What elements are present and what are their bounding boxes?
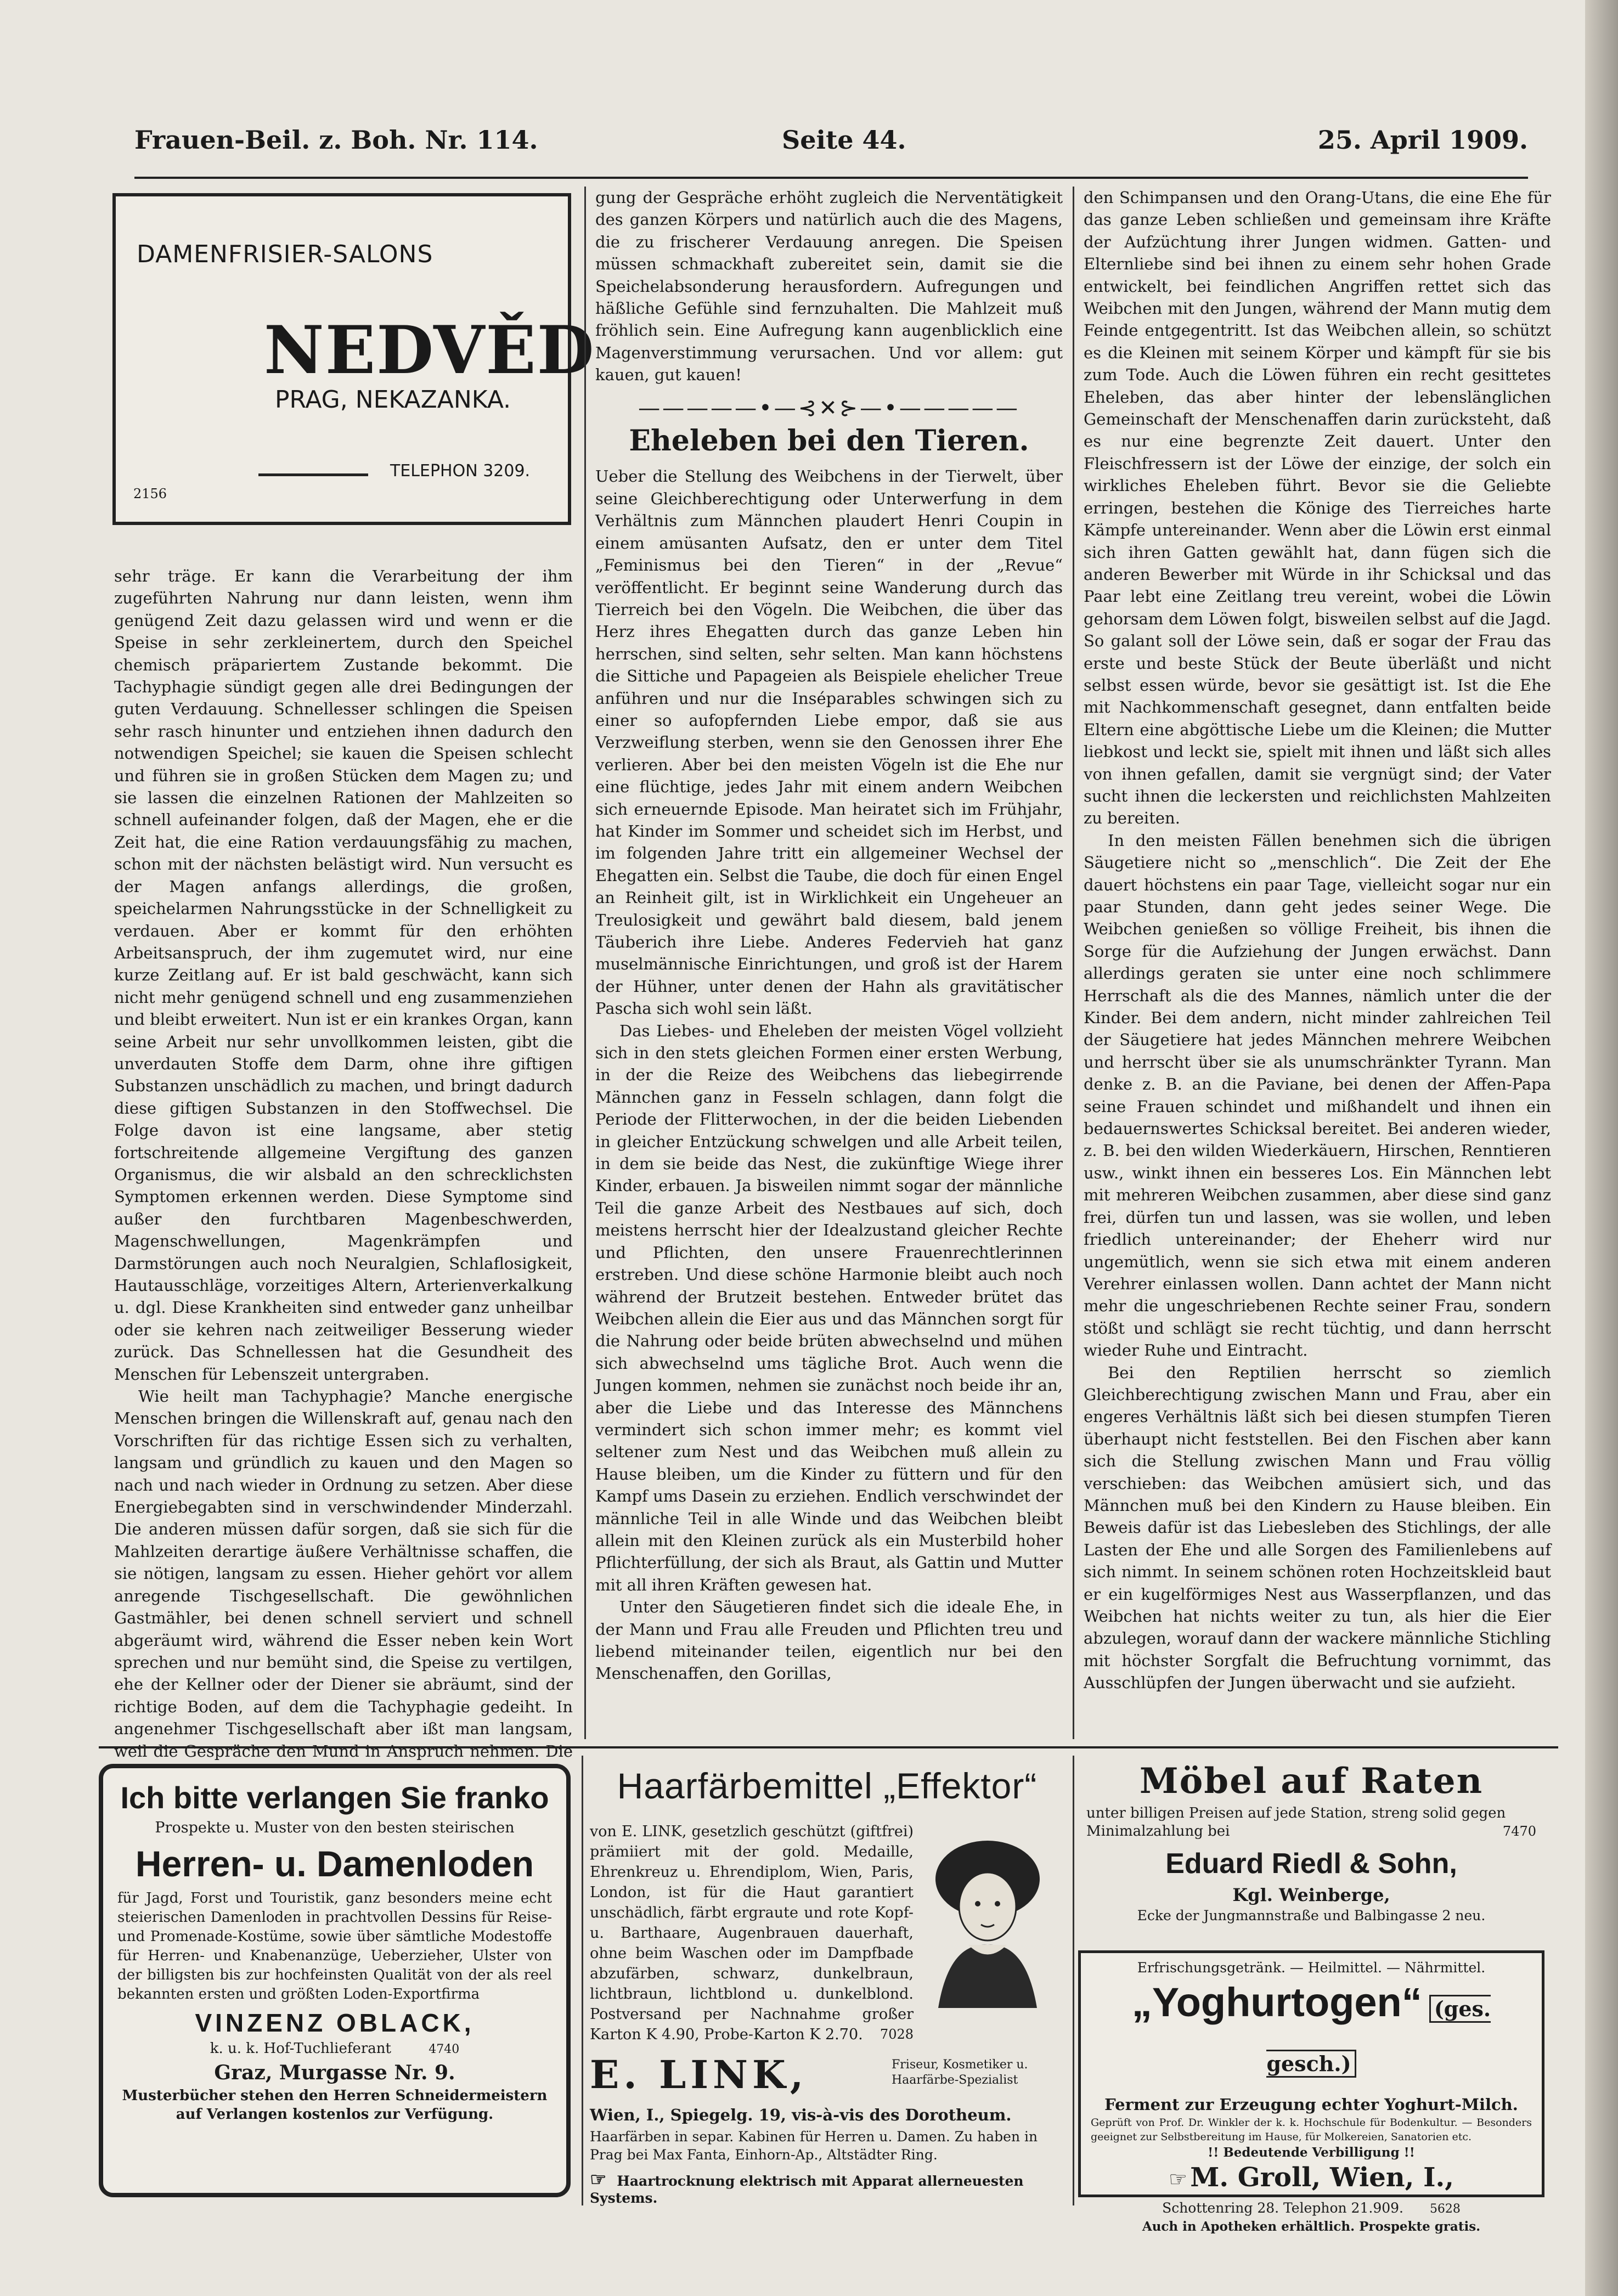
page-edge-shadow	[1585, 0, 1618, 2296]
ad-nedved-code: 2156	[133, 486, 167, 501]
ad-riedl-place: Kgl. Weinberge,	[1232, 1885, 1390, 1905]
ad-yoghurt-firm: M. Groll, Wien, I.,	[1190, 2162, 1454, 2193]
ad-yoghurt-footer: Auch in Apotheken erhältlich. Prospekte gratis.	[1142, 2219, 1481, 2234]
ad-link-firm-row	[590, 2052, 1064, 2097]
ad-link-portrait	[916, 1827, 1059, 2008]
ad-nedved-address: PRAG, NEKAZANKA.	[275, 386, 511, 414]
woman-portrait-icon	[916, 1827, 1059, 2008]
ad-oblack-title: k. u. k. Hof-Tuchlieferant	[210, 2040, 391, 2057]
article-paragraph: den Schimpansen und den Orang-Utans, die eine Ehe für das ganze Leben schließen und gemeinsam ihre Kräfte der Aufzüchtung ihrer Jungen widmen. Gatten- und Elternliebe sind bei ihnen zu einem sehr hohen Grade entwickelt, bei feindlichen Angriffen rettet sich das Weibchen mit den Jungen, während der Mann mutig dem Feinde entgegentritt. Ist das Weibchen allein, so schützt es die Kleinen mit seinem Körper und kämpft für sie bis zum Tode. Auch die Löwen führen ein recht gesittetes Eheleben, das aber hinter der lebenslänglichen Gemeinschaft der Menschenaffen darin zurücksteht, daß es nur eine begrenzte Zeit dauert. Unter den Fleischfressern ist der Löwe der einzige, der solch ein wirkliches Eheleben führt. Bevor sie die Geliebte erringen, bestehen die Könige des Tierreiches harte Kämpfe untereinander. Wenn aber die Löwin erst einmal sich ihren Gatten gewählt hat, dann fügen sich die anderen Bewerber mit Würde in ihr Schicksal und das Paar lebt eine Zeitlang treu vereint, wobei die Löwin gehorsam dem Löwen folgt, bisweilen selbst auf die Jagd. So galant soll der Löwe sein, daß er sogar der Frau das erste und beste Stück der Beute überläßt und nicht selbst essen würde, bevor sie gesättigt ist. Ist die Ehe mit Nachkommenschaft gesegnet, dann entfalten beide Eltern eine abgöttische Liebe um die Kleinen; die Mutter liebkost und leckt sie, spielt mit ihnen und läßt sich alles von ihnen gefallen, damit sie vergnügt sind; der Vater sucht ihnen die leckersten und reichlichsten Mahlzeiten zu bereiten.	[1084, 188, 1551, 828]
article-paragraph: Ueber die Stellung des Weibchens in der Tierwelt, über seine Gleichberechtigung oder Unterwerfung in dem Verhältnis zum Männchen plaudert Henri Coupin in einem amüsanten Aufsatz, den er unter dem Titel „Feminismus bei den Tieren“ in der „Revue“ veröffentlicht. Er beginnt seine Wanderung durch das Tierreich bei den Vögeln. Die Weibchen, die über das Herz ihres Ehegatten durch das ganze Leben hin herrschen, sind selten, sehr selten. Man kann höchstens die Sittiche und Papageien als Beispiele ehelicher Treue anführen und nur die Inséparables schwingen sich zu einer so aufopfernden Liebe empor, daß sie aus Verzweiflung sterben, wenn sie den Genossen ihrer Ehe verlieren. Aber bei den meisten Vögeln ist die Ehe nur eine flüchtige, jedes Jahr mit einem andern Weibchen sich erneuernde Episode. Man heiratet sich im Frühjahr, hat Kinder im Sommer und scheidet sich im Herbst, und im folgenden Jahre tritt ein allgemeiner Wechsel der Ehegatten ein. Selbst die Taube, die doch für einen Engel an Reinheit gilt, ist in Wirklichkeit ein Ungeheuer an Treulosigkeit und gewährt bald diesem, bald jenem Täuberich ihre Liebe. Anderes Federvieh hat ganz muselmännische Einrichtungen, und groß ist der Harem der Hühner, unter denen der Hahn als gravitätischer Pascha sich wohl sein läßt.	[595, 467, 1063, 1018]
column-3	[1084, 187, 1551, 1734]
ad-link-body	[590, 1821, 914, 2045]
ad-oblack-address: Graz, Murgasse Nr. 9.	[214, 2061, 455, 2084]
ad-yoghurt-tested: Geprüft von Prof. Dr. Winkler der k. k. Hochschule für Bodenkultur. — Besonders geeignet zur Selbstbereitung im Hause, für Molkereien, Sanatorien etc.	[1091, 2117, 1532, 2143]
ad-yoghurt-protected: (ges. gesch.)	[1266, 1995, 1491, 2078]
header-left: Frauen-Beil. z. Boh. Nr. 114.	[134, 125, 538, 155]
ad-yoghurt-name: „Yoghurtogen“	[1131, 1979, 1422, 2025]
ad-oblack-product: Herren- u. Damenloden	[135, 1843, 534, 1884]
ads-rule-2	[1073, 1756, 1074, 2205]
ad-riedl-address: Ecke der Jungmannstraße und Balbingasse 2 neu.	[1137, 1908, 1486, 1923]
ad-oblack-firm: VINZENZ OBLACK,	[195, 2009, 475, 2037]
ad-oblack-sub: Prospekte u. Muster von den besten steirischen	[155, 1819, 515, 1836]
ad-link-firm-desc: Friseur, Kosmetiker u. Haarfärbe-Spezialist	[892, 2058, 1028, 2087]
article-title: Eheleben bei den Tieren.	[629, 424, 1029, 458]
article-paragraph: sehr träge. Er kann die Verarbeitung der ihm zugeführten Nahrung nur dann leisten, wenn ihm genügend Zeit dazu gelassen wird und wenn er die Speise in sehr zerkleinertem, durch den Speichel chemisch präpariertem Zustande bekommt. Die Tachyphagie sündigt gegen alle drei Bedingungen der guten Verdauung. Schnellesser schlingen die Speisen sehr rasch hinunter und entziehen ihnen dadurch den notwendigen Speichel; sie kauen die Speisen schlecht und führen sie in großen Stücken dem Magen zu; und sie lassen die einzelnen Rationen der Mahlzeiten so schnell aufeinander folgen, daß der Magen, ehe er die Zeit hat, die eine Ration verdauungsfähig zu machen, schon mit der nächsten belästigt wird. Nun versucht es der Magen anfangs allerdings, die großen, speichelarmen Nahrungsstücke in der Schnelligkeit zu verdauen. Aber er kommt für den erhöhten Arbeitsanspruch, der ihm zugemutet wird, nur eine kurze Zeitlang auf. Er ist bald geschwächt, kann sich nicht mehr genügend schnell und eng zusammenziehen und bleibt erweitert. Nun ist er ein krankes Organ, kann seine Arbeit nur sehr unvollkommen leisten, gibt die unverdauten Stoffe dem Darm, ohne ihre giftigen Substanzen unschädlich zu machen, und bringt dadurch diese giftigen Substanzen in den Stoffwechsel. Die Folge davon ist eine langsame, aber stetig fortschreitende allgemeine Vergiftung des ganzen Organismus, die wir alsbald an den schrecklichsten Symptomen erkennen werden. Diese Symptome sind außer den furchtbaren Magenbeschwerden, Magenschwellungen, Magenkrämpfen und Darmstörungen auch noch Neuralgien, Schlaflosigkeit, Hautausschläge, vorzeitiges Altern, Arterienverkalkung u. dgl. Diese Krankheiten sind entweder ganz unheilbar oder sie kehren nach zeitweiliger Besserung wieder zurück. Das Schnellessen hat die Gesundheit des Menschen für Lebenszeit untergraben.	[114, 567, 573, 1384]
article-paragraph: Bei den Reptilien herrscht so ziemlich Gleichberechtigung zwischen Mann und Frau, aber ein engeres Verhältnis läßt sich bei diesen stumpfen Tieren überhaupt nicht feststellen. Bei den Fischen aber kann sich die Stellung zwischen Mann und Frau völlig verschieben: das Weibchen amüsiert sich, und das Männchen muß bei den Kindern zu Hause bleiben. Ein Beweis dafür ist das Liebesleben des Stichlings, der alle Lasten der Ehe und alle Sorgen des Familienlebens auf sich nimmt. In seinem schönen roten Hochzeitskleid baut er ein kugelförmiges Nest aus Wasserpflanzen, und das Weibchen hat nichts weiter zu tun, als hier die Eier abzulegen, worauf dann der wackere männliche Stichling mit höchster Sorgfalt die Befruchtung vornimmt, das Ausschlüpfen der Jungen überwacht und sie aufzieht.	[1084, 1363, 1551, 1693]
ad-riedl	[1081, 1758, 1542, 1948]
ad-link-body-text: von E. LINK, gesetzlich geschützt (giftfrei) prämiiert mit der gold. Medaille, Ehrenkreuz u. Ehrendiplom, Wien, Paris, London, ist für die Haut garantiert unschädlich, färbt ergraute und rote Kopf- u. Barthaare, Augenbrauen dauerhaft, ohne beim Waschen oder im Dampfbade abzufärben, schwarz, dunkelbraun, lichtbraun, lichtblond u. dunkelblond. Postversand per Nachnahme großer Karton K 4.90, Probe-Karton K 2.70.	[590, 1823, 914, 2043]
ad-oblack-footer: Musterbücher stehen den Herren Schneidermeistern auf Verlangen kostenlos zur Verfügung.	[122, 2088, 548, 2123]
ad-yoghurt-sub: Ferment zur Erzeugung echter Yoghurt-Milch.	[1104, 2095, 1518, 2114]
ad-nedved-name: NEDVĚD	[264, 312, 595, 389]
pointing-hand-icon: ☞	[1169, 2167, 1188, 2191]
ad-oblack-code: 4740	[429, 2043, 460, 2056]
pointing-hand-icon: ☞	[590, 2169, 607, 2191]
ad-oblack-headline: Ich bitte verlangen Sie franko	[120, 1780, 549, 1815]
ad-link-code: 7028	[880, 2027, 914, 2042]
ad-nedved-phone: TELEPHON 3209.	[390, 461, 531, 481]
ad-yoghurt-firm-row	[1091, 2162, 1532, 2199]
ad-riedl-body	[1081, 1804, 1542, 1841]
article-paragraph: Das Liebes- und Eheleben der meisten Vögel vollzieht sich in den stets gleichen Formen einer ersten Werbung, in der die Reize des Weibchens das liebegirrende Männchen ganz in Fesseln schlagen, dann folgt die Periode der Flitterwochen, in der die beiden Liebenden in gleicher Entzückung schwelgen und alle Arbeit teilen, in dem sie beide das Nest, die zukünftige Wiege ihrer Kinder, erbauen. Ja bisweilen nimmt sogar der männliche Teil die ganze Arbeit des Nestbaues auf sich, doch meistens herrscht hier der Idealzustand gleicher Rechte und Pflichten, den unsere Frauenrechtlerinnen erstreben. Und diese schöne Harmonie bleibt auch noch während der Brutzeit bestehen. Entweder brütet das Weibchen allein die Eier aus und das Männchen sorgt für die Nahrung oder beide brüten abwechselnd und mühen sich abwechselnd ums tägliche Brot. Auch wenn die Jungen kommen, nehmen sie zunächst noch beide ihr an, aber die Liebe und das Interesse des Männchens vermindert sich schon immer mehr; es kommt viel seltener zum Nest und das Weibchen muß allein zu Hause bleiben, um die Kinder zu füttern und für den Kampf ums Dasein zu erziehen. Endlich verschwindet der männliche Teil in alle Winde und das Weibchen bleibt allein mit den Kleinen zurück als ein Musterbild hoher Pflichterfüllung, der sich als Braut, als Gattin und Mutter mit all ihren Kräften gewesen hat.	[595, 1021, 1063, 1594]
ad-yoghurt	[1078, 1950, 1544, 2234]
ad-riedl-body-text: unter billigen Preisen auf jede Station, streng solid gegen Minimalzahlung bei	[1086, 1805, 1506, 1840]
ad-oblack	[99, 1764, 571, 2197]
ad-riedl-firm: Eduard Riedl & Sohn,	[1165, 1848, 1457, 1880]
article-paragraph: Wie heilt man Tachyphagie? Manche energische Menschen bringen die Willenskraft auf, genau nach den Vorschriften für das richtige Essen sich zu verhalten, langsam und gründlich zu kauen und den Magen so nach und nach wieder in Ordnung zu setzen. Aber diese Energiebegabten sind in verschwindender Minderzahl. Die anderen müssen dafür sorgen, daß sie sich für die Mahlzeiten derartige äußere Verhältnisse schaffen, die sie nötigen, langsam zu essen. Hieher gehört vor allem anregende Tischgesellschaft. Die gewöhnlichen Gastmähler, bei denen schnell serviert und schnell abgeräumt wird, während die Esser neben kein Wort sprechen und nur bemüht sind, die Speise zu vertilgen, ehe der Kellner oder der Diener sie abräumt, sind der richtige Boden, auf dem die Tachyphagie gedeiht. In angenehmer Tischgesellschaft aber ißt man langsam, weil die Gespräche den Mund in Anspruch nehmen. Die	[114, 1387, 573, 1761]
ad-yoghurt-address-row	[1091, 2199, 1532, 2218]
ad-nedved-rule	[258, 473, 368, 476]
ad-yoghurt-success: !! Bedeutende Verbilligung !!	[1208, 2145, 1415, 2160]
ad-link-footer: Haartrocknung elektrisch mit Apparat allerneuesten Systems.	[590, 2173, 1024, 2206]
header-rule	[134, 177, 1528, 179]
article-paragraph: gung der Gespräche erhöht zugleich die Nerventätigkeit des ganzen Körpers und natürlich auch die des Magens, die zu frischerer Verdauung anregen. Die Speisen müssen schmackhaft zubereitet sein, damit sie die Speichelabsonderung herausfordern. Aufregungen und häßliche Gefühle sind fernzuhalten. Die Mahlzeit muß fröhlich sein. Eine Aufregung kann augenblicklich eine Magenverstimmung verursachen. Und vor allem: gut kauen, gut kauen!	[595, 188, 1063, 385]
ad-link-firm: E. LINK,	[590, 2052, 808, 2097]
ad-nedved-line1: DAMENFRISIER-SALONS	[137, 240, 433, 268]
ad-link-headline: Haarfärbemittel „Effektor“	[617, 1765, 1038, 1806]
ad-yoghurt-address: Schottenring 28. Telephon 21.909.	[1162, 2200, 1403, 2216]
ad-link-note: Haarfärben in separ. Kabinen für Herren u. Damen. Zu haben in Prag bei Max Fanta, Einhorn-Ap., Altstädter Ring.	[590, 2129, 1038, 2163]
ad-riedl-headline: Möbel auf Raten	[1139, 1761, 1484, 1802]
ad-link-footer-row	[590, 2171, 1064, 2207]
ad-link-address: Wien, I., Spiegelg. 19, vis-à-vis des Dorotheum.	[590, 2106, 1012, 2124]
ad-yoghurt-code: 5628	[1429, 2202, 1461, 2216]
column-2	[595, 187, 1063, 1734]
ad-oblack-title-row	[117, 2039, 552, 2059]
ad-oblack-body: für Jagd, Forst und Touristik, ganz besonders meine echt steierischen Damenloden in prachtvollen Dessins für Reise- und Promenade-Kostüme, sowie über sämtliche Modestoffe für Herren- und Knabenanzüge, Ueberzieher, Ulster von der billigsten bis zur hochfeinsten Qualität von der als reel bekannten ersten und größten Loden-Exportfirma	[117, 1890, 552, 2002]
header-page-number: Seite 44.	[782, 125, 906, 155]
ad-link	[590, 1761, 1064, 2206]
ads-rule-1	[582, 1756, 583, 2205]
column-rule-2	[1073, 187, 1074, 1739]
section-ornament: —————•—⊰✕⊱—•—————	[638, 395, 1020, 421]
header-date: 25. April 1909.	[1317, 125, 1528, 155]
article-paragraph: In den meisten Fällen benehmen sich die übrigen Säugetiere nicht so „menschlich“. Die Zeit der Ehe dauert höchstens ein paar Tage, vielleicht sogar nur ein paar Stunden, dann geht jedes seiner Wege. Die Weibchen genießen so völlige Freiheit, bis ihnen die Sorge für die Aufziehung der Jungen erwächst. Dann allerdings geraten sie unter eine noch schlimmere Herrschaft als die des Mannes, nämlich unter die der Kinder. Bei dem andern, nicht minder zahlreichen Teil der Säugetiere hat jedes Männchen mehrere Weibchen und herrscht über sie als unumschränkter Tyrann. Man denke z. B. an die Paviane, bei denen der Affen-Papa seine Frauen schindet und mißhandelt und ihnen ein bedauernswertes Schicksal bereitet. Bei anderen wieder, z. B. bei den wilden Wiederkäuern, Hirschen, Renntieren usw., winkt ihnen ein besseres Los. Ein Männchen lebt mit mehreren Weibchen zusammen, aber diese sind ganz frei, dürfen tun und lassen, was sie wollen, und leben friedlich untereinander; der Eheherr wird nur ungemütlich, wenn sie sich etwa mit einem anderen Verehrer einlassen wollen. Dann achtet der Mann nicht mehr die ungeschriebenen Rechte seiner Frau, sondern stößt und schlägt sie recht tüchtig, und dann herrscht wieder Ruhe und Eintracht.	[1084, 831, 1551, 1360]
ad-yoghurt-name-row	[1091, 1977, 1532, 2094]
ad-yoghurt-top: Erfrischungsgetränk. — Heilmittel. — Nährmittel.	[1137, 1960, 1486, 1976]
ad-nedved	[112, 193, 595, 525]
column-1	[114, 565, 573, 1761]
column-rule-1	[584, 187, 586, 1739]
ads-top-rule	[99, 1746, 1558, 1748]
ad-riedl-code: 7470	[1502, 1824, 1536, 1839]
page-header	[134, 125, 1528, 163]
article-paragraph: Unter den Säugetieren findet sich die ideale Ehe, in der Mann und Frau alle Freuden und Pflichten treu und liebend miteinander teilen, eigentlich nur bei den Menschenaffen, den Gorillas,	[595, 1598, 1063, 1683]
